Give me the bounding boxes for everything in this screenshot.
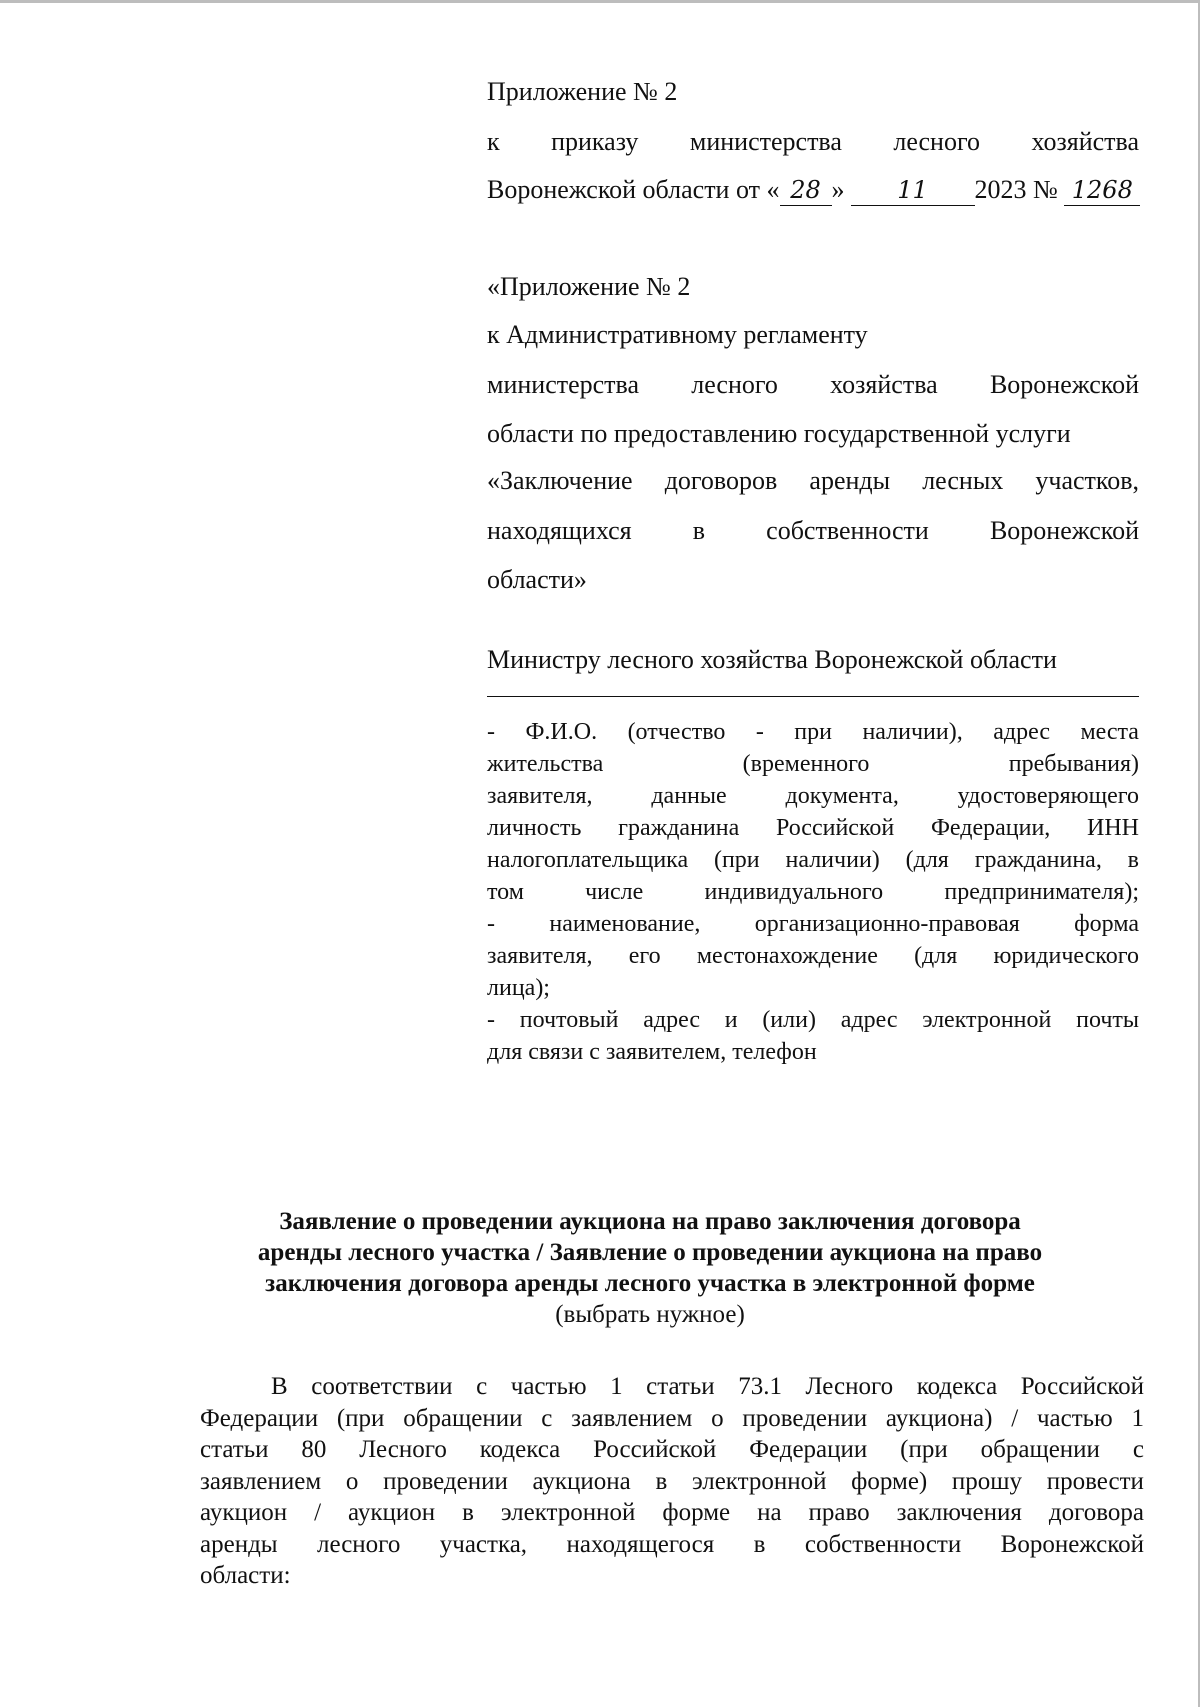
word: электронной xyxy=(691,1467,827,1495)
word: Воронежской xyxy=(989,370,1139,399)
word: - xyxy=(487,719,495,745)
regulation-line-6 xyxy=(487,516,1139,546)
word: (временного xyxy=(742,751,870,777)
applicant-blank-line xyxy=(487,696,1139,697)
year-number-prefix: 2023 № xyxy=(974,175,1065,204)
word: о xyxy=(711,1404,724,1432)
word: и xyxy=(724,1007,738,1033)
application-title xyxy=(150,1206,1150,1330)
word: кодекса xyxy=(479,1436,561,1463)
word: адрес xyxy=(993,719,1050,745)
word: обращении xyxy=(403,1404,523,1432)
addressee-line: Министру лесного хозяйства Воронежской области xyxy=(487,645,1057,674)
word: организационно-правовая xyxy=(754,911,1020,937)
word: при xyxy=(794,719,832,745)
word: - xyxy=(755,719,764,745)
word: частью xyxy=(1036,1404,1113,1432)
word: документа, xyxy=(785,783,899,809)
scan-edge-top xyxy=(0,0,1200,3)
word: гражданина xyxy=(618,815,740,841)
word: министерства xyxy=(487,370,640,399)
word: с xyxy=(1132,1436,1144,1463)
word: индивидуального xyxy=(704,879,884,905)
handwritten-order-number: 1268 xyxy=(1064,176,1140,206)
word: (или) xyxy=(762,1007,816,1033)
word: в xyxy=(1127,847,1139,873)
word: / xyxy=(1011,1404,1019,1432)
body-paragraph xyxy=(200,1371,1144,1592)
regulation-line-7: области» xyxy=(487,565,587,594)
regulation-line-5 xyxy=(487,466,1139,496)
word: «Заключение xyxy=(487,466,633,495)
word: местонахождение xyxy=(696,943,878,969)
word: (при xyxy=(336,1404,385,1432)
word: (для xyxy=(914,943,958,969)
hint-line xyxy=(487,876,1139,908)
regulation-line-3 xyxy=(487,370,1139,400)
word: его xyxy=(628,943,661,969)
word: Российской xyxy=(775,815,895,841)
word: Воронежской xyxy=(989,516,1139,545)
word: электронной xyxy=(922,1007,1052,1033)
word: Федерации xyxy=(200,1404,319,1432)
word: аукцион xyxy=(348,1499,436,1526)
word: в xyxy=(692,516,706,545)
word: почты xyxy=(1076,1007,1139,1033)
title-note: (выбрать нужное) xyxy=(555,1301,745,1328)
word: собственности xyxy=(804,1530,962,1558)
word: (отчество xyxy=(627,719,726,745)
word: Ф.И.О. xyxy=(525,719,598,745)
appendix-label: Приложение № 2 xyxy=(487,77,678,106)
word: находящихся xyxy=(487,516,632,545)
hint-line xyxy=(487,940,1139,972)
word: предпринимателя); xyxy=(944,879,1139,905)
word: адрес xyxy=(643,1007,700,1033)
word: том xyxy=(487,879,524,905)
hint-line xyxy=(487,908,1139,940)
word: проведении xyxy=(742,1404,868,1432)
word: юридического xyxy=(993,943,1139,969)
word: - xyxy=(487,911,495,937)
word: 1 xyxy=(1131,1404,1144,1432)
word: аренды xyxy=(200,1530,278,1558)
body-line xyxy=(200,1434,1144,1466)
order-line-1 xyxy=(487,127,1139,157)
word: лесного xyxy=(691,370,778,399)
word: наименование, xyxy=(549,911,701,937)
hint-line xyxy=(487,844,1139,876)
hint-line: лица); xyxy=(487,975,550,1001)
hint-line xyxy=(487,1004,1139,1036)
word: форме xyxy=(662,1499,731,1526)
word: аренды xyxy=(809,466,891,495)
word: Воронежской xyxy=(1000,1530,1144,1558)
word: провести xyxy=(1046,1467,1144,1495)
word: приказу xyxy=(551,127,639,156)
word: проведении xyxy=(383,1467,508,1495)
word: кодекса xyxy=(916,1373,998,1400)
word: с xyxy=(476,1373,488,1400)
body-line xyxy=(200,1529,1144,1561)
word: собственности xyxy=(766,516,929,545)
word: ИНН xyxy=(1086,815,1139,841)
hint-line: для связи с заявителем, телефон xyxy=(487,1039,817,1065)
word: В xyxy=(271,1373,288,1400)
word: наличии) xyxy=(785,847,880,873)
word: хозяйства xyxy=(830,370,938,399)
word: Федерации, xyxy=(930,815,1051,841)
word: лесного xyxy=(893,127,980,156)
word: (при xyxy=(713,847,760,873)
word: аукцион xyxy=(200,1499,288,1526)
word: заявителя, xyxy=(487,783,593,809)
applicant-hint xyxy=(487,716,1139,1068)
word: право xyxy=(808,1499,870,1526)
hint-line xyxy=(487,716,1139,748)
date-separator: » xyxy=(831,175,845,204)
word: аукциона xyxy=(532,1467,631,1495)
word: Лесного xyxy=(805,1373,894,1400)
regulation-appendix-label: «Приложение № 2 xyxy=(487,272,691,301)
handwritten-month: 11 xyxy=(851,176,975,206)
word: участка, xyxy=(439,1530,528,1558)
word: обращении xyxy=(980,1436,1100,1463)
word: электронной xyxy=(500,1499,636,1526)
word: в xyxy=(753,1530,766,1558)
word: договоров xyxy=(664,466,778,495)
word: участков, xyxy=(1035,466,1139,495)
word: числе xyxy=(585,879,644,905)
order-date-line xyxy=(487,174,1140,206)
word: места xyxy=(1080,719,1139,745)
word: заключения xyxy=(896,1499,1022,1526)
word: в xyxy=(655,1467,668,1495)
word: о xyxy=(345,1467,359,1495)
word: заявителя, xyxy=(487,943,593,969)
word: заявлением xyxy=(200,1467,322,1495)
word: удостоверяющего xyxy=(957,783,1139,809)
body-line xyxy=(271,1371,1144,1403)
hint-line xyxy=(487,812,1139,844)
word: хозяйства xyxy=(1031,127,1139,156)
word: с xyxy=(541,1404,553,1432)
word: лесных xyxy=(922,466,1004,495)
word: прошу xyxy=(951,1467,1023,1495)
word: на xyxy=(757,1499,782,1526)
word: почтовый xyxy=(519,1007,619,1033)
regulation-line-2: к Административному регламенту xyxy=(487,320,868,349)
hint-line xyxy=(487,748,1139,780)
word: Федерации xyxy=(749,1436,868,1463)
word: соответствии xyxy=(311,1373,453,1400)
word: / xyxy=(314,1499,322,1526)
word: 80 xyxy=(301,1436,327,1463)
handwritten-day: 28 xyxy=(780,176,832,206)
word: договора xyxy=(1048,1499,1144,1526)
word: находящегося xyxy=(566,1530,715,1558)
word: данные xyxy=(651,783,727,809)
word: в xyxy=(462,1499,474,1526)
word: статьи xyxy=(646,1373,715,1400)
word: форме) xyxy=(851,1467,928,1495)
body-line xyxy=(200,1497,1144,1529)
word: частью xyxy=(510,1373,587,1400)
order-line-prefix: Воронежской области от « xyxy=(487,175,780,204)
title-line: заключения договора аренды лесного участка в электронной форме xyxy=(265,1270,1035,1297)
word: лесного xyxy=(317,1530,401,1558)
word: форма xyxy=(1074,911,1139,937)
word: 73.1 xyxy=(738,1373,782,1400)
body-line xyxy=(200,1466,1144,1498)
word: пребывания) xyxy=(1008,751,1139,777)
word: личность xyxy=(487,815,582,841)
title-line: Заявление о проведении аукциона на право заключения договора xyxy=(279,1208,1021,1235)
word: - xyxy=(487,1007,495,1033)
word: адрес xyxy=(840,1007,898,1033)
word: наличии), xyxy=(862,719,963,745)
word: жительства xyxy=(487,751,604,777)
word: аукциона) xyxy=(885,1404,993,1432)
word: гражданина, xyxy=(974,847,1102,873)
word: Российской xyxy=(1020,1373,1144,1400)
word: заявлением xyxy=(571,1404,693,1432)
hint-line xyxy=(487,780,1139,812)
body-line: области: xyxy=(200,1562,291,1589)
word: (для xyxy=(905,847,949,873)
word: Российской xyxy=(593,1436,717,1463)
body-line xyxy=(200,1403,1144,1435)
word: министерства xyxy=(689,127,842,156)
word: статьи xyxy=(200,1436,269,1463)
word: (при xyxy=(900,1436,948,1463)
regulation-line-4: области по предоставлению государственной услуги xyxy=(487,419,1071,448)
word: Лесного xyxy=(359,1436,447,1463)
word: к xyxy=(487,127,500,156)
title-line: аренды лесного участка / Заявление о проведении аукциона на право xyxy=(257,1239,1043,1266)
word: 1 xyxy=(610,1373,623,1400)
word: налогоплательщика xyxy=(487,847,689,873)
